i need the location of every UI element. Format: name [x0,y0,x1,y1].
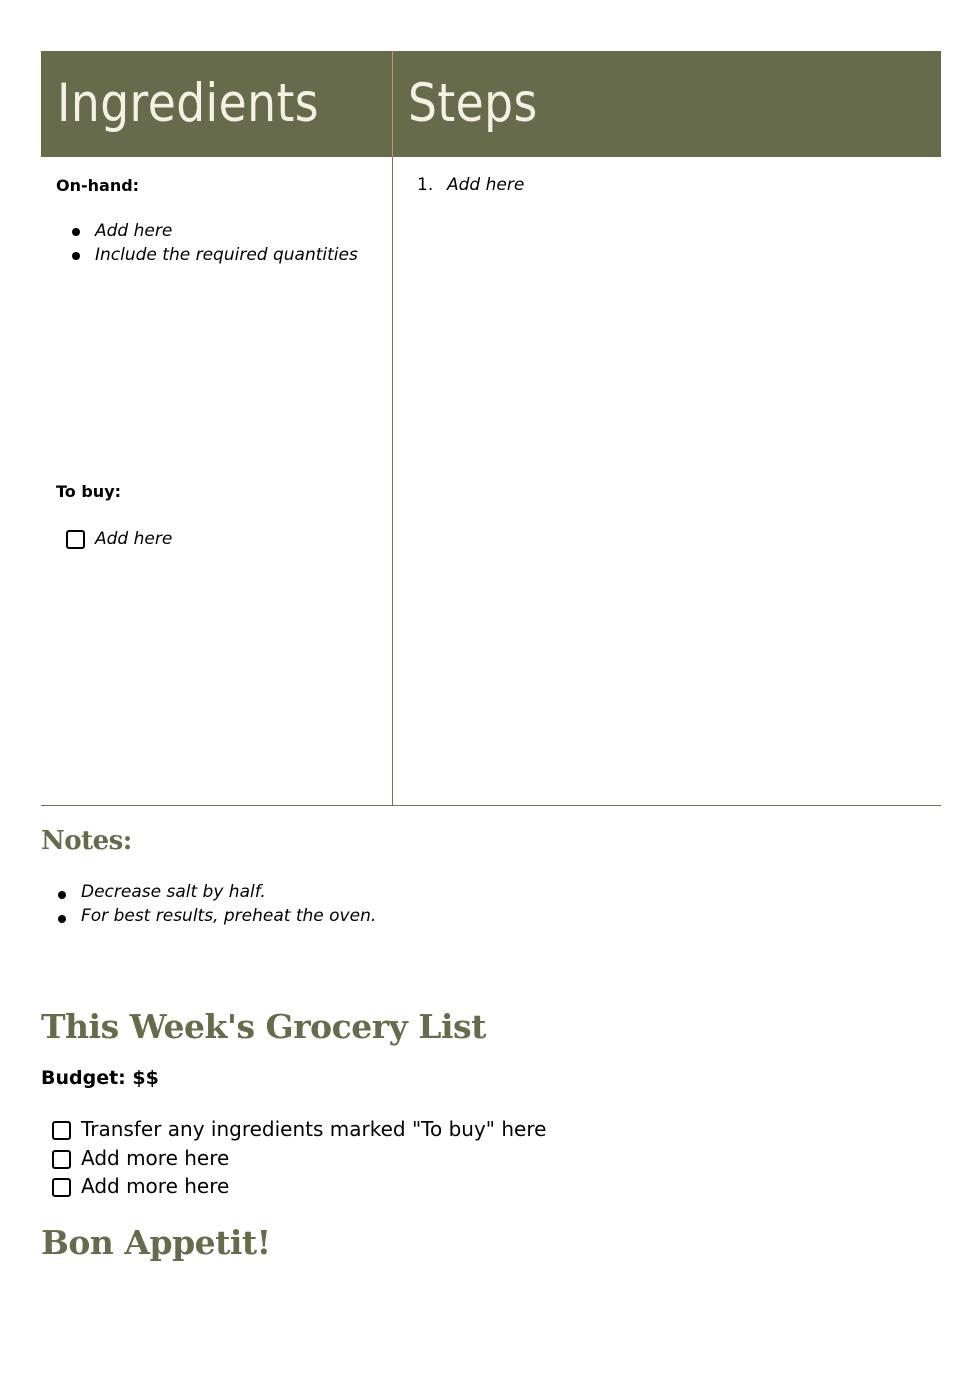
list-item[interactable]: Include the required quantities [95,243,358,267]
bullet-icon [58,891,66,899]
list-item[interactable]: Decrease salt by half. [81,880,376,904]
list-item[interactable]: Add here [95,219,358,243]
step-text[interactable]: Add here [447,175,525,195]
grocery-item[interactable]: Add more here [50,1144,650,1172]
notes-heading: Notes: [41,826,132,856]
checkbox-icon[interactable] [52,1121,71,1140]
checkbox-icon[interactable] [66,530,85,549]
tobuy-label: To buy: [56,482,122,501]
ingredients-header: Ingredients [57,73,319,134]
notes-list [81,880,376,928]
grocery-heading: This Week's Grocery List [41,1007,486,1046]
steps-header: Steps [408,73,538,134]
budget-label: Budget: $$ [41,1067,159,1089]
table-header [41,51,941,157]
bullet-icon [58,915,66,923]
list-item[interactable]: For best results, preheat the oven. [81,904,376,928]
onhand-label: On-hand: [56,176,140,195]
bullet-icon [72,252,80,260]
onhand-list [95,219,358,267]
bullet-icon [72,228,80,236]
header-divider [392,51,393,157]
checkbox-icon[interactable] [52,1178,71,1197]
column-divider [392,157,393,805]
step-number: 1. [417,175,434,195]
grocery-item[interactable]: Add more here [50,1172,650,1200]
checkbox-icon[interactable] [52,1150,71,1169]
recipe-table: Ingredients Steps On-hand: Add here Include the required quantities To buy: Add here 1. Add here [41,51,941,806]
closing-heading: Bon Appetit! [41,1223,271,1262]
grocery-item[interactable]: Transfer any ingredients marked "To buy" here [50,1115,650,1143]
